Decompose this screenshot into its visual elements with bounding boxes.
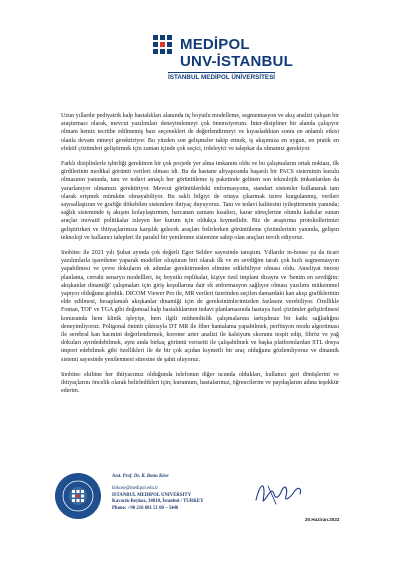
signer-name: Asst. Prof. Dr. K. Banu Köse (112, 474, 169, 479)
logo-title: MEDİPOL (180, 36, 250, 53)
signer-details (112, 474, 204, 512)
letter-paragraph: Uzun yıllardır pediyatrik kalp hastalıkları alanında üç boyutlu modelleme, segmentasyon ve akış analizi çalışan bir araştırmacı olarak, mevcut yazılımları deneyimlemeyi çok önemsiyorum. İnter-disipliner bir alanda çalışıyor olmam hemiz tecrübe edilmemiş bazı seçenekleri de değerlendirmeyi ve kıyasladıktan sonra en anlamlı etkisi olanla devam etmeyi gerektiriyor. Bu yüzden son gelişmeler takip etmek, iş akışımıza en uygun, en pratik en efektif çözümleri geliştirmek için zaman içinde çok seçici, irdeleyici ve talepkar da olmamız gerekiyor. (61, 113, 339, 152)
logo-subtitle: UNV-İSTANBUL (180, 53, 293, 70)
medipol-emblem-icon (150, 32, 180, 62)
signer-university: ISTANBUL MEDIPOL UNIVERSITY (112, 492, 192, 498)
letter-date: 20.Haziran.2022 (305, 517, 340, 522)
letter-body (61, 112, 339, 403)
signer-address: Kavacık-Beykoz, 34810, İstanbul / TURKEY (112, 499, 204, 505)
letter-paragraph: Inobitec ile 2021 yılı Şubat ayında çok değerli Egor Seldev sayesinde tanıştım. Yıllardır in-house ya da ticari yazılımlarla işaretleme yaparak modeller oluşturan biri olarak ilk ve en sevdiğim tarafı çok hızlı segmentasyon yapabilmesi ve çevre dokuların ek adımlar gerektirmeden elimine edilebiliyor olması oldu. Ameliyat öncesi planlama, cerrahi senaryo modellleri, üç boyutlu replikalar, kişiye özel implant dizaynı ve 'benim en sevdiğim: akışkanlar dinamiği' çalışmaları için giriş koşullarına dair ek enformasyon sağlıyor olması yazılımı mükemmel yapıyor olduğunu gördük. DICOM Viewer Pro ile, MR verileri üzerinden seçilen damardaki kan akışı grafiklerinin elde edilmesi, hesaplamalı akışkanlar dinamiği için de gereksinimlerimizden fazlasını verebiliyor. Özellikle Fontan, TOF ve TGA gibi doğumsal kalp hastalıklarının tedavi planlamasında hastaya özel çözümler geliştirilmesi konusunda hem klinik işleyişe, hem ilgili mühendislik çalışmalarına tartışılmaz bir katkı sağladığını deneyimliyoruz. Poligonal önintü çıktısıyla DT MR ile fiber hantalama yapabilmek, perfüsyon modu algoritması ile serebral kan hacmini değerlendirmek, koroner arter analizi ile kalsiyum skorunu tespit edip, fibröz ve yağ dokuları ayırdedebilmek, aynı anda birkaç görüntü verisetti ile çalışabilmek ve başka platformlardan STL dosya import edebilmek gibi özellikleri ile de bir çok açıdan kıymetli bir araç olduğunu gözlemliyoruz ve dinamik sistemi sayesinde yenilenmesi süresine de şahit oluyoruz. (61, 250, 339, 363)
signer-email[interactable]: kbkose@medipol.edu.tr (112, 486, 158, 492)
university-logo (150, 28, 293, 94)
signer-phone: Phone: +90 216 681 51 00 – 5446 (112, 505, 179, 511)
letter-paragraph: Inobitec ekibine her ihtiyacımız olduğunda telefonun diğer ucunda oldukları, kullanıcı geri dönüşlerini ve ihtiyaçlarını öncelik olarak belirledikleri için; kurumum, hastalarımız, öğrencilerim ve paydaşlarım adına teşekkür ederim. (61, 371, 339, 395)
handwritten-signature (252, 478, 306, 508)
logo-university-name: İSTANBUL MEDİPOL ÜNİVERSİTESİ (168, 74, 276, 81)
letter-paragraph: Farklı disiplinlerle işbirliği gerektiren bir çok projede yer alma imkanım oldu ve bu çalışmaların ortak noktası, ilk girdilerinin medikal görüntü verileri olması idi. Bu da hastane altyapısında başarılı bir PACS sisteminin kurulu olmasının yanında, tanı ve tedavi amaçlı her görüntüleme iş paketinde gelinen son teknolojik imkanlardan da yararlanıyor olmamızı gerektiriyor. Mevcut görüntülerdeki enformasyonu, standart sistemler kullanarak tam olarak erişmek mümkün olmayabiliyor. Bu sakli bilgiyi de ortaya çıkarmak üzere kurgulanmış, verileri sayısallaştıran ve grafiğe dökebilen sistemlere ihtiyaç duyuyoruz. Tanı ve tedavi kalitesini iyileştirmenin yanında; sağlık sisteminde iş akışını kolaylaştırmen, harcanan zamanı kısaltıcı, karar süreçlerine olumlu katkılar sunan araçlar inovatif politikalar izleyen her kurum için oldukça kıymetlidir. Biz de araştırma protokollerimizi geliştirirken ve ihtiyaçlarımıza karşılık gelecek araçları belirlerken görüntüleme çözümlerinin yanında, gelişen teknoloji ve kullanıcı talepleri ile paralel bir yenilenme sistemine sahip olan araçları tercih ediyoruz. (61, 161, 339, 241)
university-seal-icon (54, 472, 102, 520)
